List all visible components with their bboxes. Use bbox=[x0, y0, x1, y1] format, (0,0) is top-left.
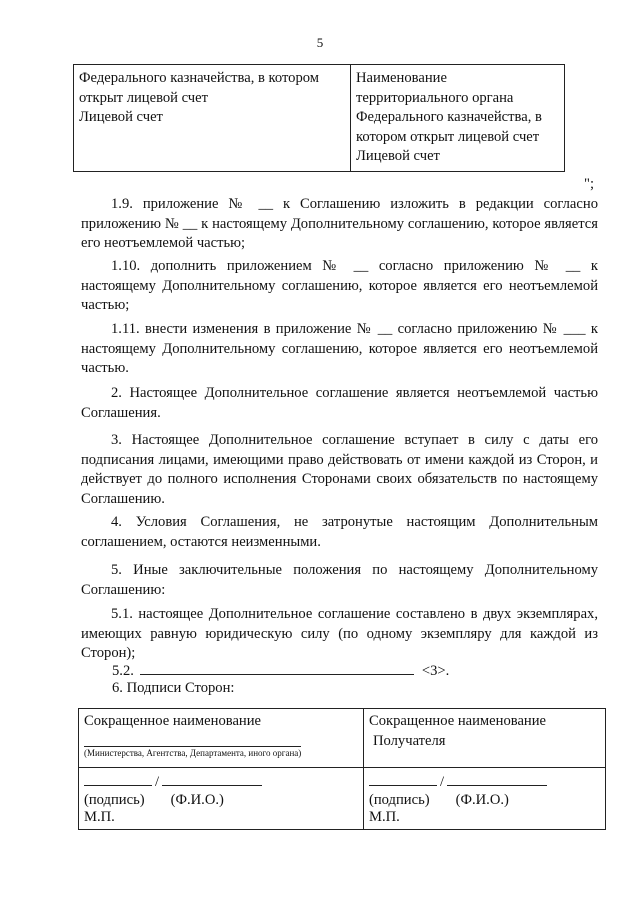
paragraph-5-2-number: 5.2. bbox=[112, 663, 134, 679]
account-right-line: котором открыт лицевой счет bbox=[356, 128, 540, 145]
page-number: 5 bbox=[316, 35, 324, 50]
signatures-table bbox=[78, 708, 606, 830]
fill-in-line bbox=[140, 660, 414, 675]
name-blank bbox=[162, 772, 262, 786]
account-right-cell bbox=[351, 65, 565, 172]
paragraph-2: 2. Настоящее Дополнительное соглашение является неотъемлемой частью Соглашения. bbox=[81, 385, 598, 421]
account-right-line: Лицевой счет bbox=[356, 148, 440, 164]
account-info-table bbox=[73, 64, 565, 172]
footnote-ref: <3>. bbox=[421, 663, 450, 679]
right-signature-cell bbox=[364, 768, 606, 830]
name-blank bbox=[447, 772, 547, 786]
slash-separator: / bbox=[155, 774, 160, 790]
left-signature-line bbox=[84, 772, 358, 791]
signature-blank bbox=[369, 772, 437, 786]
left-party-note: (Министерства, Агентства, Департамента, иного органа) bbox=[84, 747, 302, 758]
account-left-cell bbox=[74, 65, 351, 172]
account-left-line: открыт лицевой счет bbox=[79, 89, 209, 106]
right-party-cell bbox=[364, 709, 606, 768]
left-party-cell bbox=[79, 709, 364, 768]
paragraph-1-9: 1.9. приложение № __ к Соглашению изложить в редакции согласно приложению № __ к настоящему Дополнительному соглашению, которое является его неотъемлемой частью; bbox=[81, 196, 598, 251]
account-right-line: Наименование bbox=[356, 70, 447, 86]
sign-label: (подпись) bbox=[369, 792, 430, 808]
slash-separator: / bbox=[440, 774, 445, 790]
right-party-subtitle: Получателя bbox=[373, 732, 446, 749]
left-signature-cell bbox=[79, 768, 364, 830]
left-stamp-label: М.П. bbox=[84, 809, 115, 825]
left-party-title: Сокращенное наименование bbox=[84, 713, 262, 729]
closing-quote: "; bbox=[584, 176, 595, 192]
left-signature-labels bbox=[84, 791, 358, 809]
fio-label: (Ф.И.О.) bbox=[455, 792, 509, 808]
account-left-line: Федерального казначейства, в котором bbox=[79, 70, 320, 86]
paragraph-4: 4. Условия Соглашения, не затронутые настоящим Дополнительным соглашением, остаются неизменными. bbox=[81, 514, 598, 550]
right-party-title: Сокращенное наименование bbox=[369, 713, 547, 729]
paragraph-5: 5. Иные заключительные положения по настоящему Дополнительному Соглашению: bbox=[81, 562, 598, 598]
right-stamp-label: М.П. bbox=[369, 809, 400, 825]
paragraph-3: 3. Настоящее Дополнительное соглашение вступает в силу с даты его подписания лицами, имеющими право действовать от имени каждой из Сторон, и действует до полного исполнения Сторонами своих обязательств по настоящему Соглашению. bbox=[81, 432, 598, 507]
account-right-line: территориального органа bbox=[356, 89, 514, 106]
paragraph-1-10: 1.10. дополнить приложением № __ согласно приложению № __ к настоящему Дополнительному соглашению, которое является его неотъемлемой частью; bbox=[81, 258, 598, 313]
fio-label: (Ф.И.О.) bbox=[170, 792, 224, 808]
paragraph-6: 6. Подписи Сторон: bbox=[112, 680, 235, 696]
paragraph-1-11: 1.11. внести изменения в приложение № __ согласно приложению № ___ к настоящему Дополнительному соглашению, которое является его неотъемлемой частью. bbox=[81, 321, 598, 376]
sign-label: (подпись) bbox=[84, 792, 145, 808]
paragraph-5-1: 5.1. настоящее Дополнительное соглашение составлено в двух экземплярах, имеющих равную юридическую силу (по одному экземпляру для каждой из Сторон); bbox=[81, 606, 598, 661]
account-left-line: Лицевой счет bbox=[79, 109, 163, 125]
signature-blank bbox=[84, 772, 152, 786]
account-right-line: Федерального казначейства, в bbox=[356, 109, 542, 125]
right-signature-line bbox=[369, 772, 600, 791]
right-signature-labels bbox=[369, 791, 600, 809]
